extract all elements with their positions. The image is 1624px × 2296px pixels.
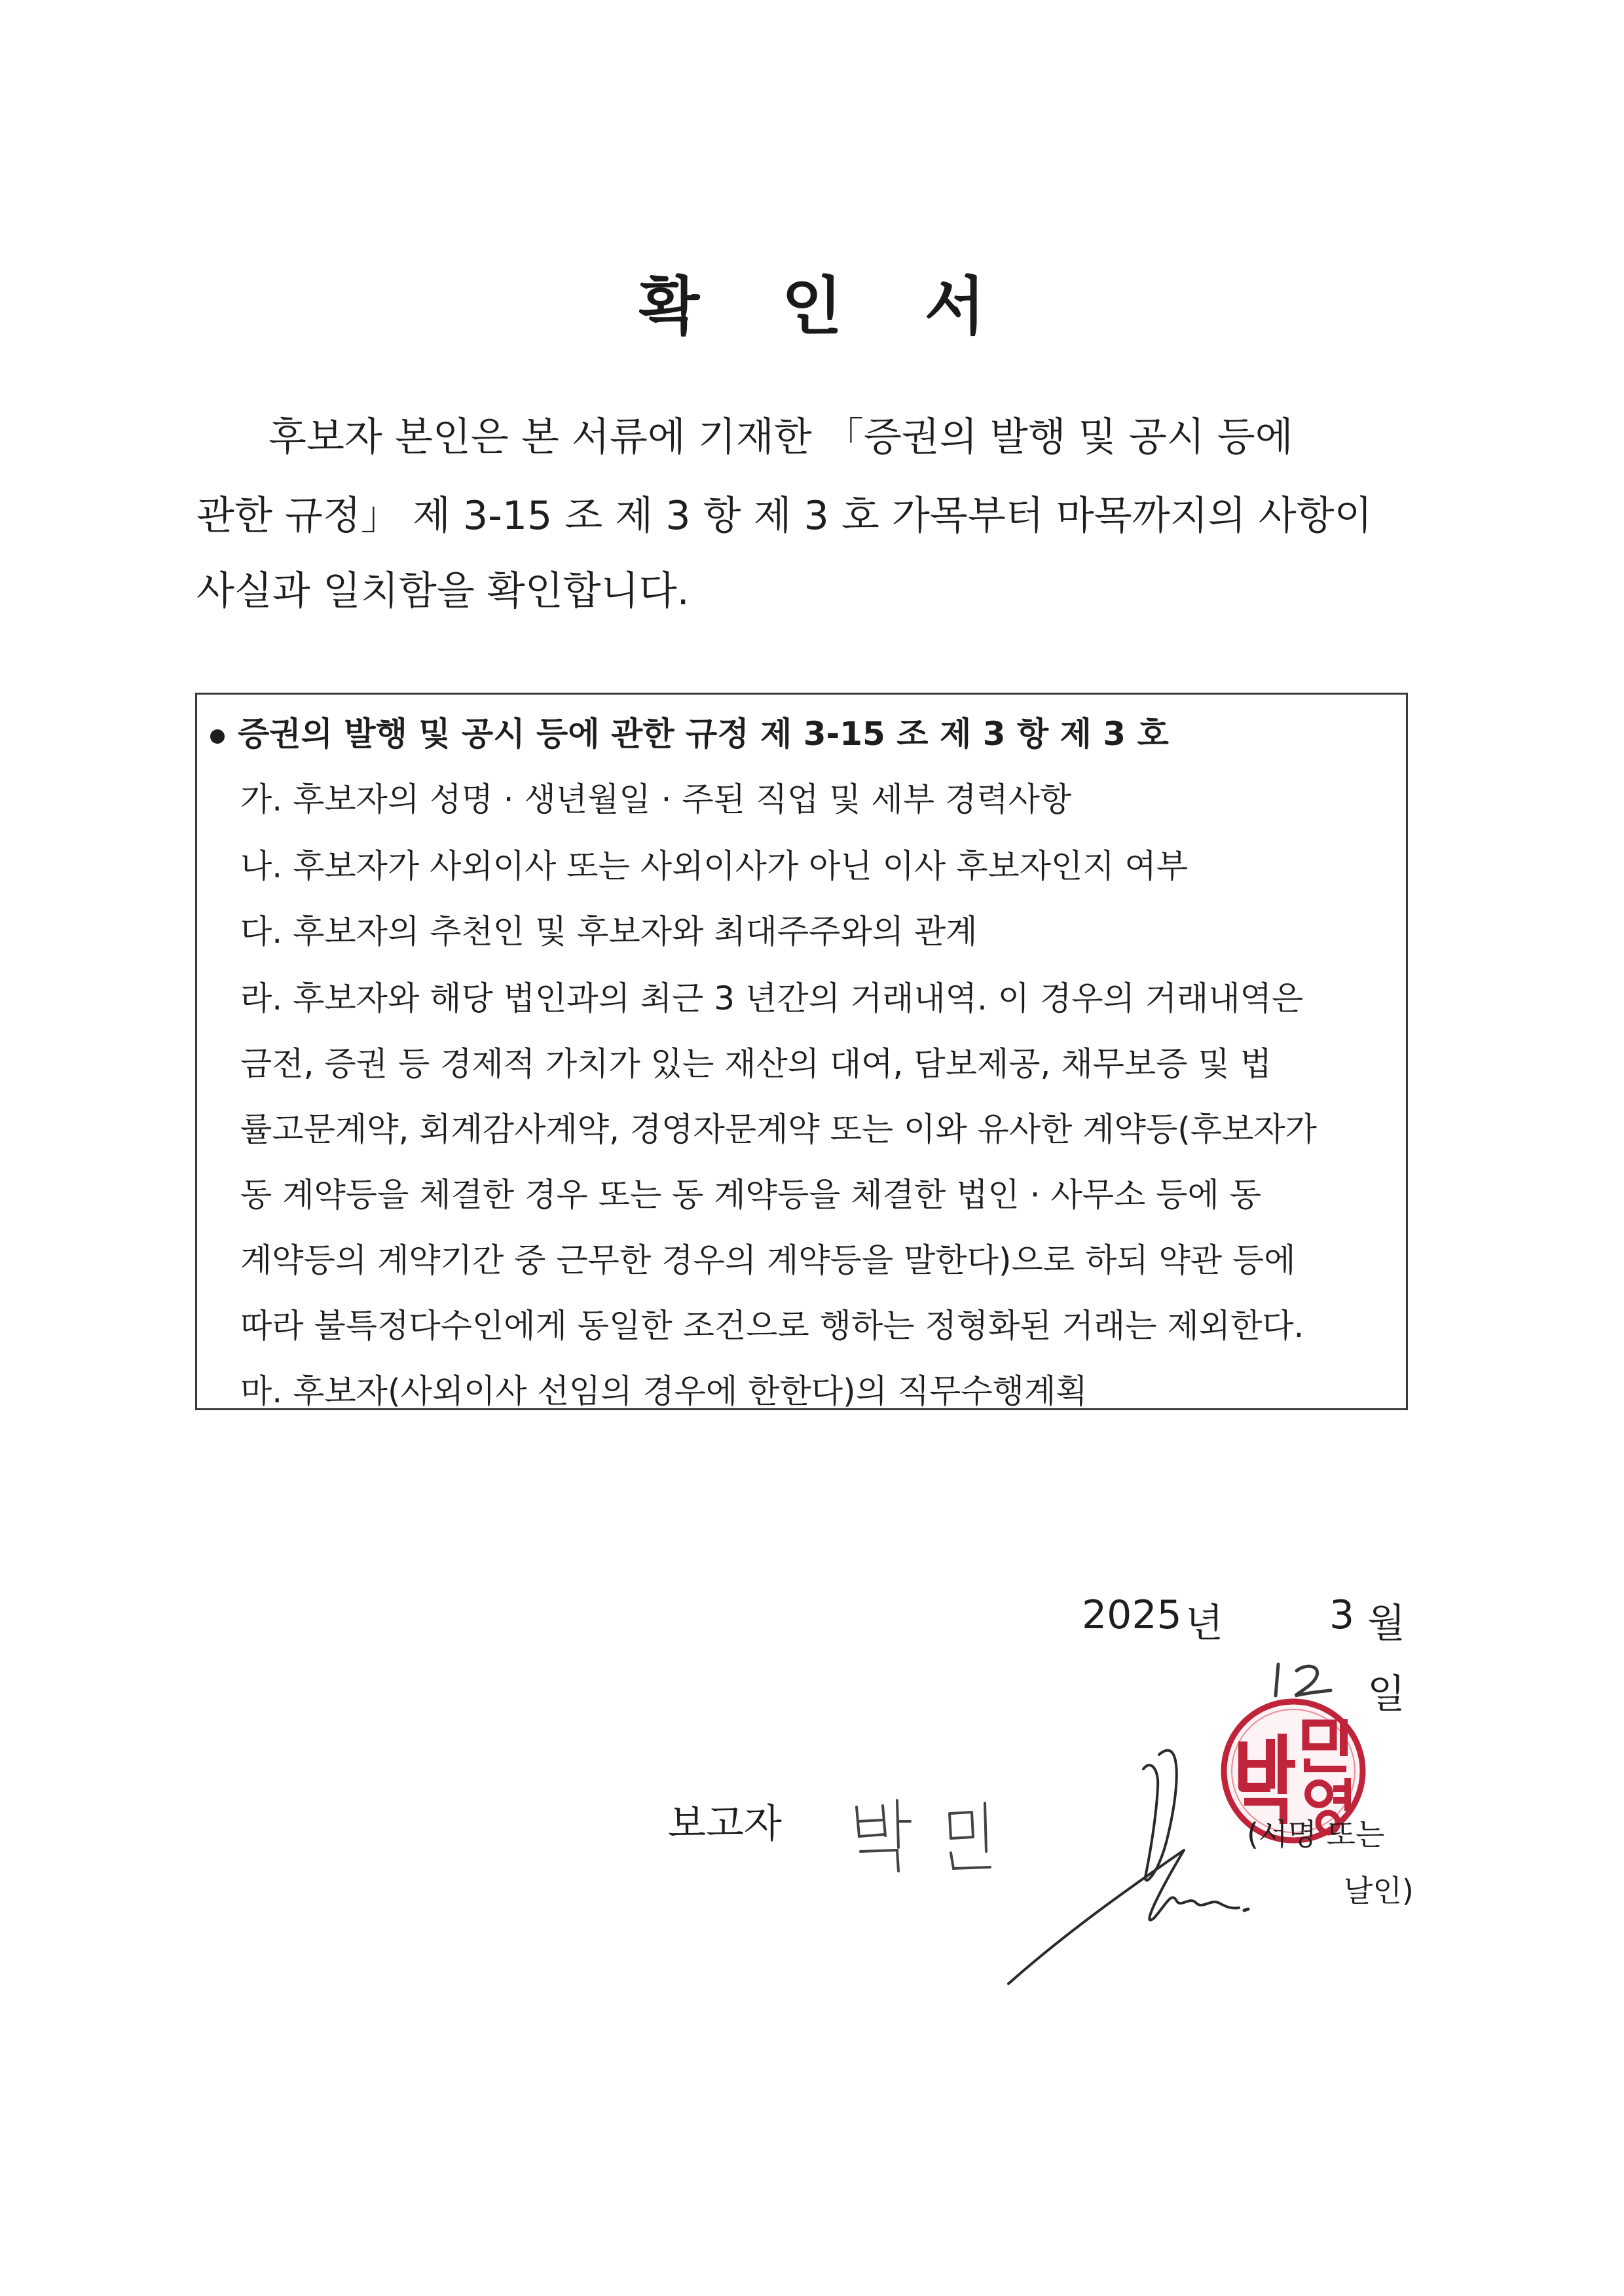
box-item-da: 다. 후보자의 추천인 및 후보자와 최대주주와의 관계 [240,913,978,951]
date-month-unit: 월 [1367,1601,1405,1647]
box-item-ra-cont-4: 계약등의 계약기간 중 근무한 경우의 계약등을 말한다)으로 하되 약관 등에 [240,1241,1296,1279]
date-day-unit: 일 [1367,1671,1405,1717]
box-heading: 증권의 발행 및 공시 등에 관한 규정 제 3-15 조 제 3 항 제 3 호 [238,715,1169,753]
box-item-na: 나. 후보자가 사외이사 또는 사외이사가 아닌 이사 후보자인지 여부 [240,847,1189,885]
intro-line-2: 관한 규정」 제 3-15 조 제 3 항 제 3 호 가목부터 마목까지의 사항이 [196,493,1373,539]
intro-line-1: 후보자 본인은 본 서류에 기재한 「증권의 발행 및 공시 등에 [268,414,1293,460]
handwritten-name [845,1787,1015,1882]
box-item-ra-cont-2: 률고문계약, 회계감사계약, 경영자문계약 또는 이와 유사한 계약등(후보자가 [240,1110,1317,1148]
handwritten-name-icon [845,1787,1015,1879]
date-year-unit: 년 [1185,1601,1223,1647]
date-month: 3 [1329,1592,1355,1638]
document-title: 확 인 서 [638,270,1016,343]
signature-note-line-1: (서명 또는 [1247,1817,1385,1852]
signature-note-line-2: 날인) [1344,1873,1414,1908]
reporter-label: 보고자 [668,1801,782,1847]
intro-line-3: 사실과 일치함을 확인합니다. [196,568,690,614]
box-item-ra: 라. 후보자와 해당 법인과의 최근 3 년간의 거래내역. 이 경우의 거래내역은 [240,979,1304,1017]
box-heading-row [210,708,1169,755]
bullet-icon [210,729,225,744]
date-year: 2025 [1082,1592,1182,1638]
box-item-ra-cont-1: 금전, 증권 등 경제적 가치가 있는 재산의 대여, 담보제공, 채무보증 및 법 [240,1045,1272,1083]
box-item-ga: 가. 후보자의 성명 · 생년월일 · 주된 직업 및 세부 경력사항 [240,780,1072,818]
box-item-ra-cont-5: 따라 불특정다수인에게 동일한 조건으로 행하는 정형화된 거래는 제외한다. [240,1307,1304,1345]
box-item-ma: 마. 후보자(사외이사 선임의 경우에 한한다)의 직무수행계획 [240,1372,1088,1410]
regulation-box [195,693,1408,1410]
box-item-ra-cont-3: 동 계약등을 체결한 경우 또는 동 계약등을 체결한 법인 · 사무소 등에 동 [240,1176,1262,1214]
